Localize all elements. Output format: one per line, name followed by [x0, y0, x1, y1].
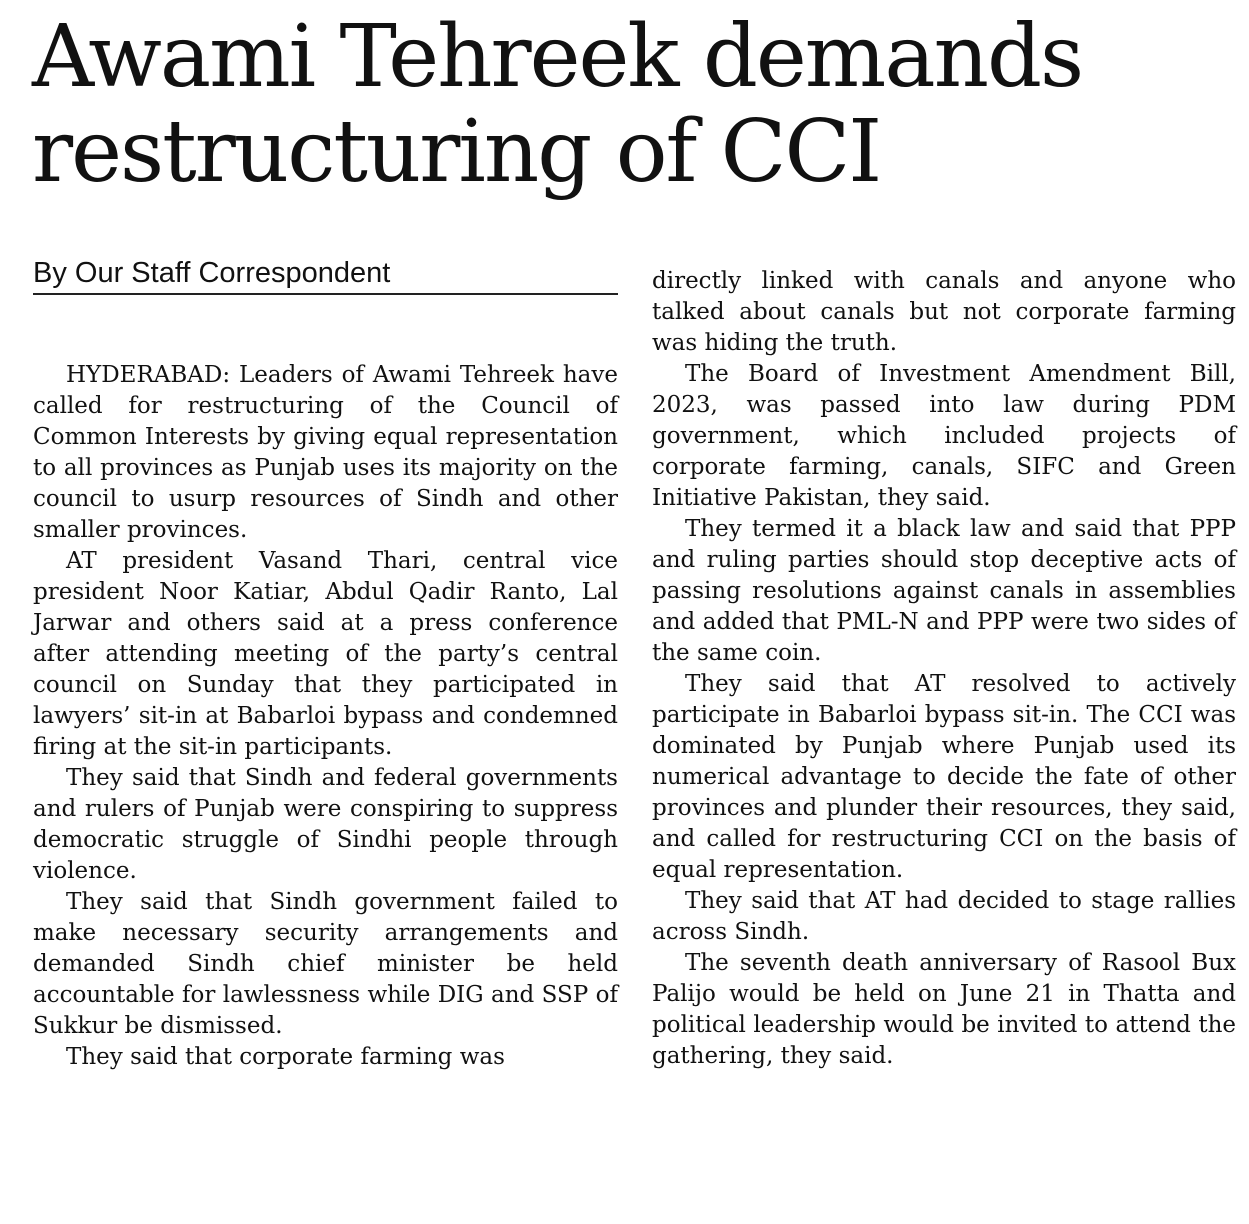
- right-column: [652, 266, 1236, 1072]
- paragraph: HYDERABAD: Leaders of Awami Tehreek have called for restructuring of the Council of Common Interests by giving equal representation to all provinces as Punjab uses its majority on the council to usurp resources of Sindh and other smaller provinces.: [33, 362, 618, 543]
- headline: [32, 7, 1232, 202]
- left-column: [33, 360, 618, 1073]
- paragraph: They said that AT resolved to actively participate in Babarloi bypass sit-in. The CCI was dominated by Punjab where Punjab used its numerical advantage to decide the fate of other provinces and plunder their resources, they said, and called for restructuring CCI on the basis of equal representation.: [652, 671, 1236, 883]
- paragraph: The seventh death anniversary of Rasool Bux Palijo would be held on June 21 in Thatta and political leadership would be invited to attend the gathering, they said.: [652, 950, 1236, 1069]
- paragraph: They said that Sindh and federal governments and rulers of Punjab were conspiring to suppress democratic struggle of Sindhi people through violence.: [33, 765, 618, 884]
- paragraph: AT president Vasand Thari, central vice president Noor Katiar, Abdul Qadir Ranto, Lal Jarwar and others said at a press conference after attending meeting of the party’s central council on Sunday that they participated in lawyers’ sit-in at Babarloi bypass and condemned firing at the sit-in participants.: [33, 548, 618, 760]
- paragraph: They said that Sindh government failed to make necessary security arrangements and demanded Sindh chief minister be held accountable for lawlessness while DIG and SSP of Sukkur be dismissed.: [33, 889, 618, 1039]
- headline-line-2: restructuring of CCI: [32, 102, 881, 202]
- paragraph: They said that corporate farming was: [66, 1044, 505, 1070]
- paragraph: They termed it a black law and said that PPP and ruling parties should stop deceptive acts of passing resolutions against canals in assemblies and added that PML-N and PPP were two sides of the same coin.: [652, 516, 1236, 666]
- byline: By Our Staff Correspondent: [33, 255, 618, 295]
- paragraph: They said that AT had decided to stage rallies across Sindh.: [652, 888, 1236, 945]
- paragraph-continued: directly linked with canals and anyone who talked about canals but not corporate farming was hiding the truth.: [652, 268, 1236, 356]
- paragraph: The Board of Investment Amendment Bill, 2023, was passed into law during PDM government, which included projects of corporate farming, canals, SIFC and Green Initiative Pakistan, they said.: [652, 361, 1236, 511]
- headline-line-1: Awami Tehreek demands: [32, 7, 1083, 107]
